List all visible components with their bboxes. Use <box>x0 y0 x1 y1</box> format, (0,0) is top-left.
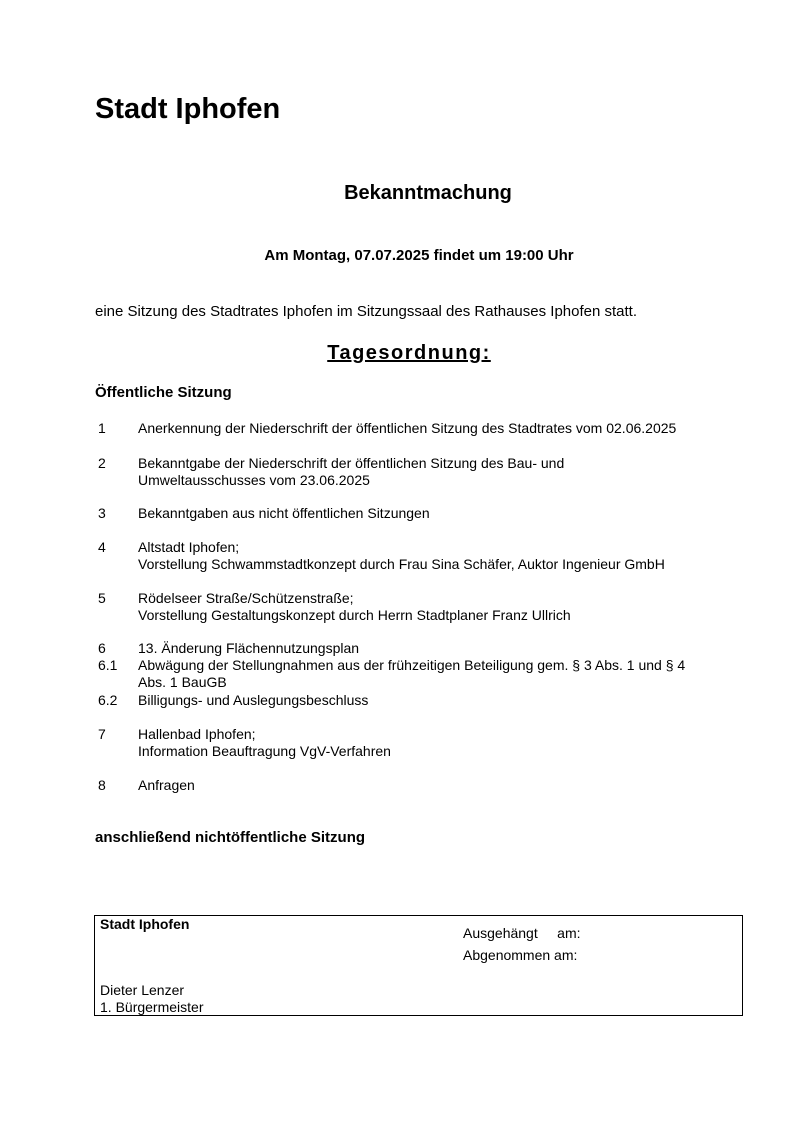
agenda-item-number: 5 <box>98 590 106 606</box>
agenda-item-text: Abwägung der Stellungnahmen aus der frühzeitigen Beteiligung gem. § 3 Abs. 1 und § 4 Abs. 1 BauGB <box>138 657 686 690</box>
agenda-item-number: 2 <box>98 455 106 471</box>
agenda-item-text: Hallenbad Iphofen; Information Beauftragung VgV-Verfahren <box>138 726 391 759</box>
meeting-date-line: Am Montag, 07.07.2025 findet um 19:00 Uhr <box>264 247 574 264</box>
meeting-intro: eine Sitzung des Stadtrates Iphofen im Sitzungssaal des Rathauses Iphofen statt. <box>95 303 637 320</box>
signatory-name: Dieter Lenzer <box>100 982 185 998</box>
agenda-item-text: Bekanntgaben aus nicht öffentlichen Sitzungen <box>138 505 430 521</box>
agenda-item-number: 7 <box>98 726 106 742</box>
town-title: Stadt Iphofen <box>95 93 281 125</box>
agenda-item-text: Rödelseer Straße/Schützenstraße; Vorstellung Gestaltungskonzept durch Herrn Stadtplaner Franz Ullrich <box>138 590 571 623</box>
agenda-item-number: 1 <box>98 420 106 436</box>
closed-session-note: anschließend nichtöffentliche Sitzung <box>95 829 366 846</box>
agenda-item-number: 8 <box>98 777 106 793</box>
agenda-item-text: Bekanntgabe der Niederschrift der öffentlichen Sitzung des Bau- und Umweltausschusses vom 23.06.2025 <box>138 455 565 488</box>
agenda-item-text: 13. Änderung Flächennutzungsplan <box>138 640 360 656</box>
agenda-item-text: Anfragen <box>138 777 195 793</box>
agenda-item-number: 6.2 <box>98 692 118 708</box>
agenda-item-text: Altstadt Iphofen; Vorstellung Schwammstadtkonzept durch Frau Sina Schäfer, Auktor Ingenieur GmbH <box>138 539 665 572</box>
agenda-item-text: Anerkennung der Niederschrift der öffentlichen Sitzung des Stadtrates vom 02.06.2025 <box>138 420 677 436</box>
document-title: Bekanntmachung <box>344 182 512 204</box>
public-session-heading: Öffentliche Sitzung <box>95 384 232 401</box>
agenda-item-text: Billigungs- und Auslegungsbeschluss <box>138 692 369 708</box>
signatory-role: 1. Bürgermeister <box>100 999 204 1015</box>
agenda-title: Tagesordnung: <box>327 342 491 364</box>
posted-date-label: Ausgehängt am: <box>463 925 581 941</box>
agenda-item-number: 6 <box>98 640 106 656</box>
posting-box-town: Stadt Iphofen <box>100 916 190 932</box>
removed-date-label: Abgenommen am: <box>463 947 578 963</box>
agenda-item-number: 4 <box>98 539 106 555</box>
agenda-item-number: 6.1 <box>98 657 118 673</box>
agenda-item-number: 3 <box>98 505 106 521</box>
